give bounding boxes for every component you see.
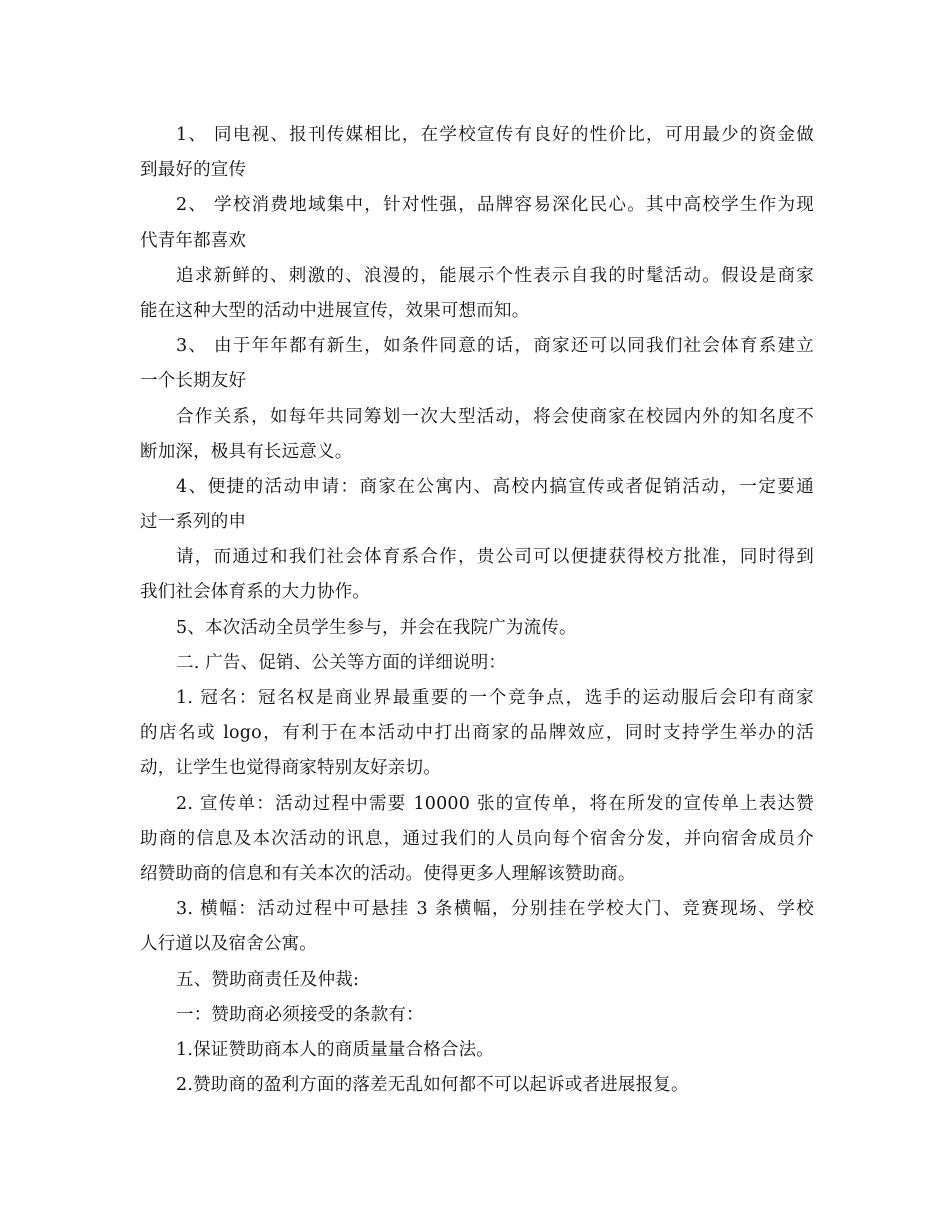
text-line: 3. 横幅：活动过程中可悬挂 3 条横幅，分别挂在学校大门、竞赛现场、学校 [176, 899, 814, 920]
text-line: 2、 学校消费地域集中，针对性强，品牌容易深化民心。其中高校学生作为现 [176, 195, 814, 216]
text-line: 1、 同电视、报刊传媒相比，在学校宣传有良好的性价比，可用最少的资金做 [176, 125, 814, 145]
text-line: 我们社会体育系的大力协作。 [140, 582, 371, 603]
text-line: 到最好的宣传 [140, 160, 247, 181]
text-line: 断加深，极具有长远意义。 [140, 441, 353, 462]
text-line: 请，而通过和我们社会体育系合作，贵公司可以便捷获得校方批准，同时得到 [176, 547, 814, 568]
text-line: 2. 宣传单：活动过程中需要 10000 张的宣传单，将在所发的宣传单上表达赞 [176, 793, 814, 814]
text-line: 助商的信息及本次活动的讯息，通过我们的人员向每个宿舍分发，并向宿舍成员介 [140, 828, 814, 849]
text-line: 绍赞助商的信息和有关本次的活动。使得更多人理解该赞助商。 [140, 863, 636, 884]
text-line: 能在这种大型的活动中进展宣传，效果可想而知。 [140, 300, 530, 321]
document-body [140, 118, 814, 1103]
text-line: 2.赞助商的盈利方面的落差无乱如何都不可以起诉或者进展报复。 [176, 1075, 689, 1096]
text-line: 合作关系，如每年共同筹划一次大型活动，将会使商家在校园内外的知名度不 [176, 406, 814, 427]
text-line: 二. 广告、促销、公关等方面的详细说明： [176, 652, 507, 673]
text-line: 5、本次活动全员学生参与，并会在我院广为流传。 [176, 617, 577, 638]
text-line: 代青年都喜欢 [140, 230, 247, 251]
text-line: 一：赞助商必须接受的条款有： [176, 1004, 424, 1025]
text-line: 追求新鲜的、刺激的、浪漫的，能展示个性表示自我的时髦活动。假设是商家 [176, 265, 814, 286]
text-line: 1.保证赞助商本人的商质量量合格合法。 [176, 1039, 494, 1060]
text-line: 动，让学生也觉得商家特别友好亲切。 [140, 758, 441, 779]
text-line: 一个长期友好 [140, 371, 247, 392]
text-line: 1. 冠名：冠名权是商业界最重要的一个竞争点，选手的运动服后会印有商家 [176, 688, 814, 708]
text-line: 4、便捷的活动申请：商家在公寓内、高校内搞宣传或者促销活动，一定要通 [176, 476, 814, 497]
text-line: 3、 由于年年都有新生，如条件同意的话，商家还可以同我们社会体育系建立 [176, 336, 814, 357]
text-line: 五、赞助商责任及仲裁: [176, 969, 360, 990]
text-line: 过一系列的申 [140, 512, 247, 533]
text-line: 人行道以及宿舍公寓。 [140, 934, 317, 955]
text-line: 的店名或 logo，有利于在本活动中打出商家的品牌效应，同时支持学生举办的活 [140, 723, 814, 744]
